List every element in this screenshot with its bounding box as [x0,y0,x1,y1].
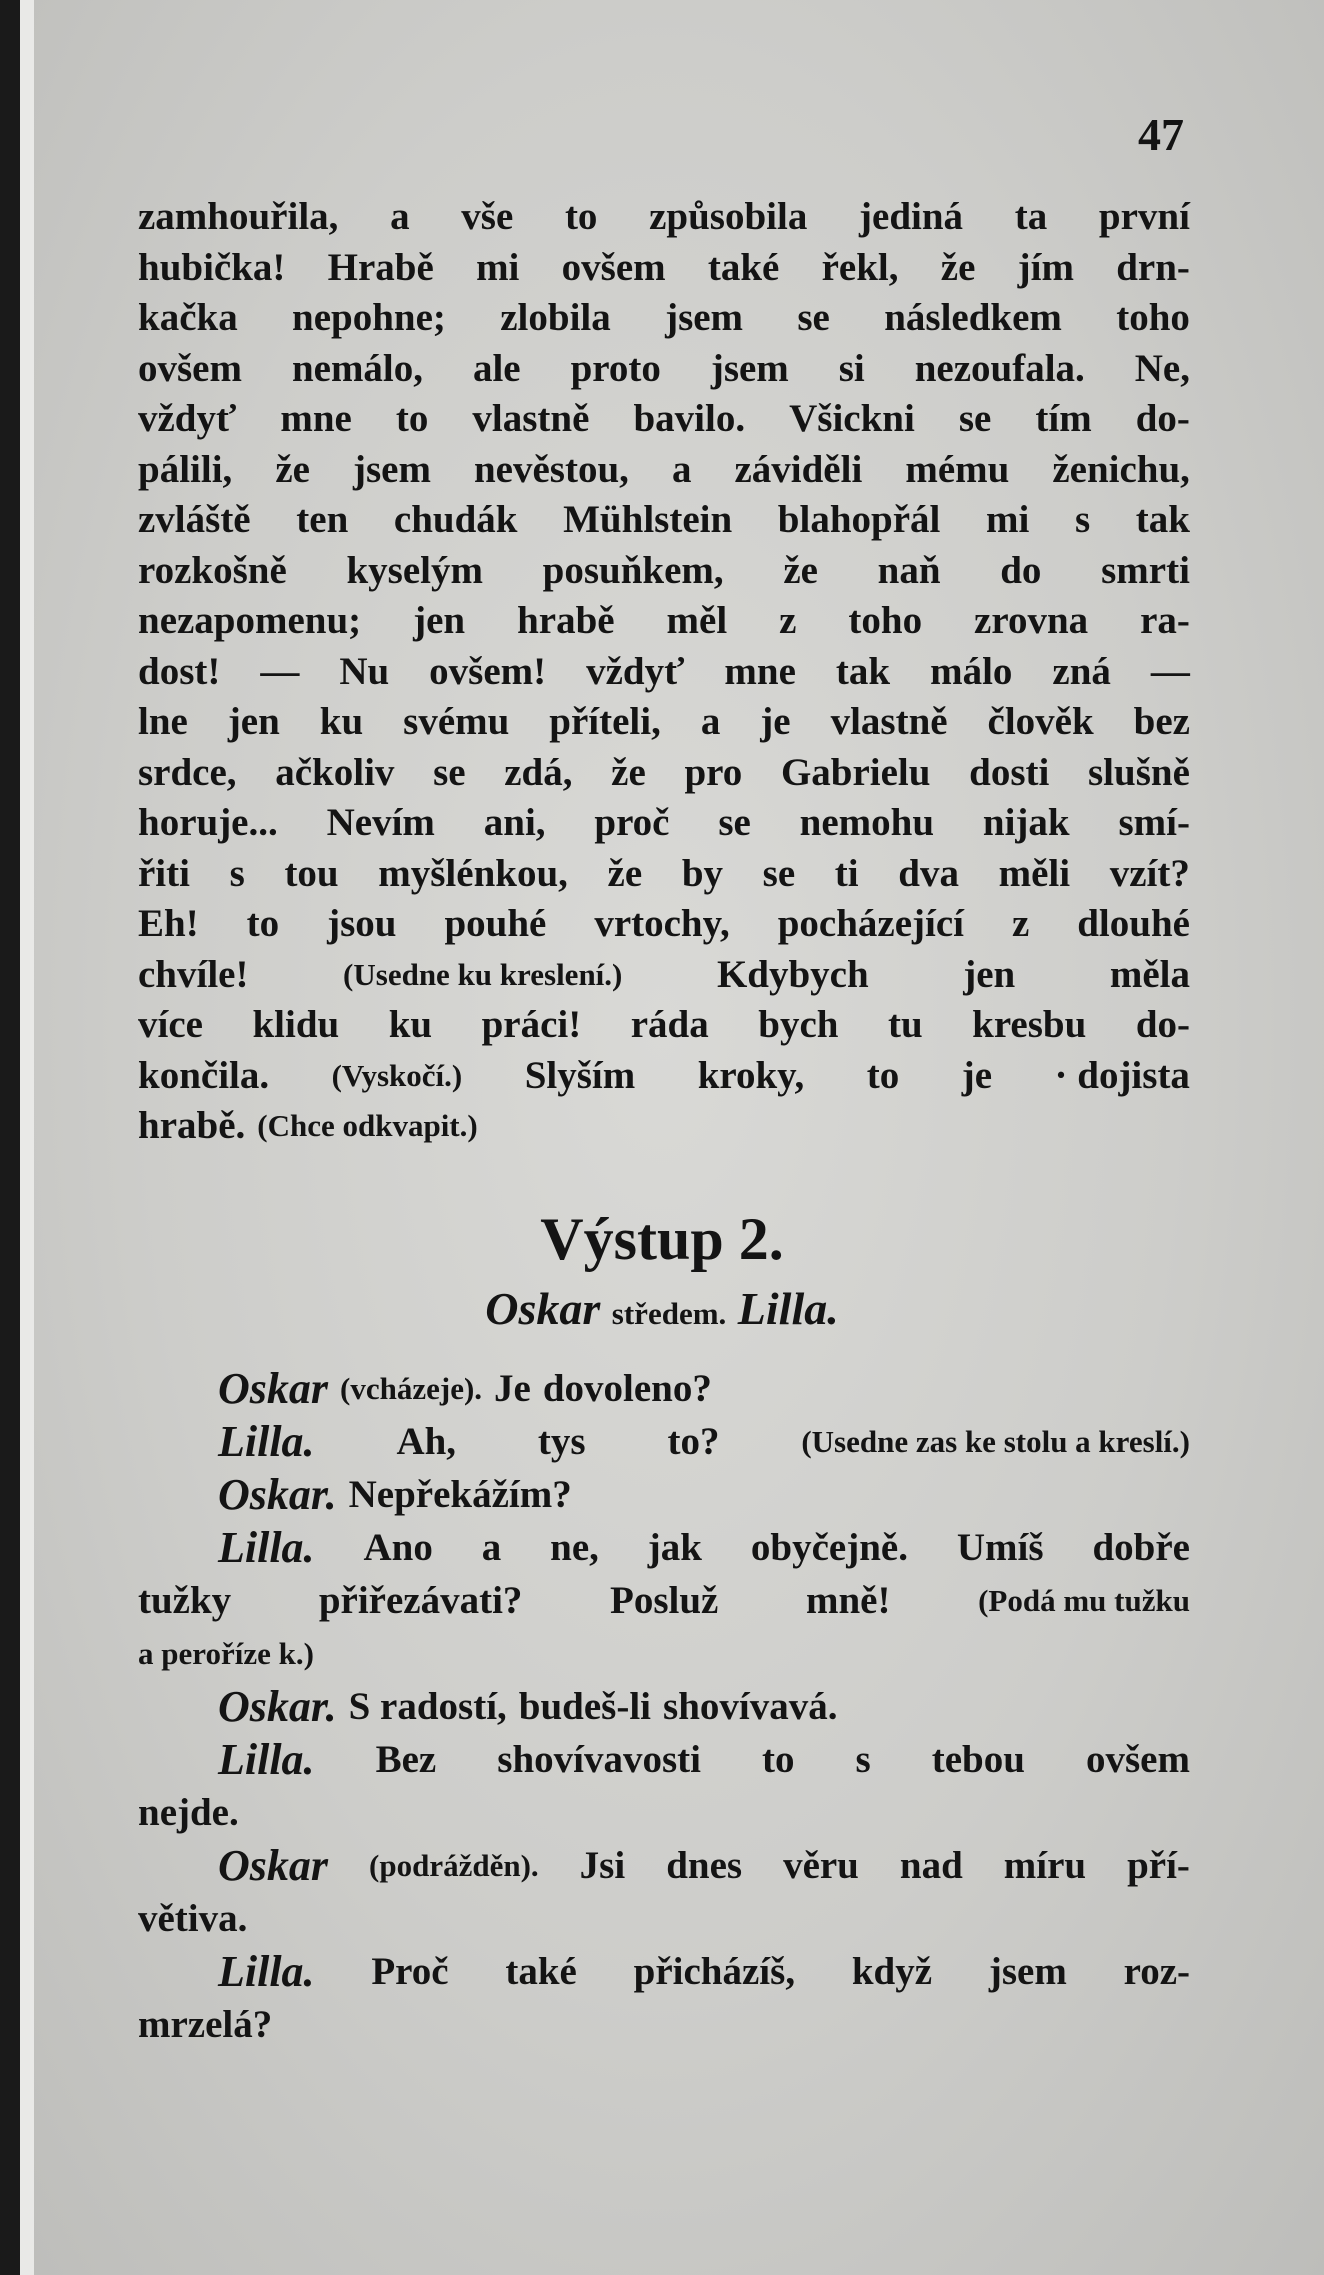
text-line [138,899,1190,950]
word: nemohu [799,801,935,844]
dialogue-line [138,1362,1190,1415]
word: že [275,447,310,491]
word: dobře [1092,1526,1190,1569]
word: mně! [806,1579,891,1622]
word: bavilo. [633,397,746,440]
word: nejde. [138,1791,239,1834]
word: nezoufala. [914,346,1085,390]
word: dovoleno? [542,1367,712,1410]
word: také [707,245,780,289]
text-line [138,748,1190,799]
text-line [138,849,1190,900]
word: ku [319,700,364,743]
word: vrtochy, [594,902,730,945]
stage-direction: (vcházeje). [340,1371,483,1406]
word: roz- [1123,1950,1190,1993]
dialogue-line [138,1627,1190,1680]
word: blahopřál [777,498,941,541]
word: dlouhé [1077,902,1190,945]
word: příteli, [549,700,661,743]
text-line [138,445,1190,496]
word: ra- [1140,599,1190,642]
word: dnes [666,1844,743,1887]
speaker-name: Oskar [218,1841,329,1890]
word: vše [461,195,514,238]
stage-direction: (podrážděn). [369,1848,539,1883]
word: · dojista [1054,1053,1190,1097]
word: mi [986,498,1030,541]
word: Mühlstein [563,498,733,541]
word: vždyť [138,397,237,440]
word: Eh! [138,902,199,945]
word: větiva. [138,1897,248,1940]
cast-stage-direction: středem. [611,1296,727,1331]
text-line [138,1101,1190,1152]
word: ovšem [1085,1738,1190,1781]
dialogue-line [138,1733,1190,1786]
dialogue-line [138,1998,1190,2051]
word: tak [835,649,891,693]
word: se [958,397,992,440]
dialogue-line [138,1680,1190,1733]
word: pří- [1127,1844,1190,1887]
text-line [138,950,1190,1001]
text-line [138,697,1190,748]
word: jsem [665,296,744,339]
word: toho [1116,296,1190,339]
word: jsem [352,447,431,491]
stage-direction: (Chce odkvapit.) [257,1108,478,1143]
word: hrabě [517,599,615,642]
word: s [855,1738,871,1781]
cast-oskar: Oskar [485,1283,601,1334]
word: zrovna [974,599,1089,642]
word: a [390,195,410,238]
text-line [138,647,1190,698]
word: — [1150,649,1190,693]
word: mne [280,397,352,440]
page-gutter [20,0,34,2275]
word: jen [227,700,280,743]
word: si [838,346,865,390]
word: jsou [327,902,397,945]
word: zvláště [138,498,251,541]
word: Nepřekážím? [348,1473,572,1516]
word: jím [1017,245,1074,289]
word: slušně [1088,750,1190,794]
word: jsem [988,1950,1067,1993]
speaker-name: Oskar. [218,1682,337,1731]
word: do- [1135,397,1190,440]
word: se [762,851,796,895]
word: s [1074,498,1091,541]
word: také [505,1950,577,1993]
word: pro [684,750,743,794]
word: řekl, [821,245,899,289]
dialogue-line [138,1521,1190,1574]
word: myšlénkou, [378,851,568,895]
text-line [138,192,1190,243]
word: chvíle! [138,952,249,996]
word: Proč [371,1950,449,1993]
word: do [1000,548,1042,592]
word: tebou [931,1738,1025,1781]
word: že [940,245,976,289]
word: vždyť [586,649,685,693]
word: dost! [138,649,221,693]
text-line [138,495,1190,546]
word: měli [998,851,1071,895]
word: že [607,851,643,895]
speaker-name: Oskar. [218,1470,337,1519]
dialogue-line [138,1574,1190,1627]
word: dva [898,851,959,895]
word: jen [963,952,1016,996]
word: mému [905,447,1010,491]
word: z [1011,902,1030,945]
word: když [851,1950,933,1993]
word: srdce, [138,750,237,794]
word: měl [666,599,728,642]
word: — [260,649,300,693]
word: tou [284,851,339,895]
word: málo [930,649,1013,693]
word: nemálo, [291,346,424,390]
word: to [762,1738,795,1781]
word: nezapomenu; [138,599,362,642]
word: že [783,548,818,592]
word: proto [570,346,661,390]
word: a [700,700,721,743]
text-line [138,243,1190,294]
word: tu [887,1003,923,1046]
word: to [564,195,598,238]
word: vlastně [472,397,590,440]
word: pouhé [444,902,547,945]
word: zná [1052,649,1111,693]
dialogue-line [138,1892,1190,1945]
text-line [138,546,1190,597]
word: Ne, [1134,346,1190,390]
word: kroky, [697,1053,805,1097]
word: dosti [969,750,1050,794]
word: hubička! [138,245,286,289]
word: Slyším [524,1053,636,1097]
monologue-paragraph [138,192,1190,1152]
scene-cast [0,1282,1324,1335]
word: nad [899,1844,963,1887]
word: Ano [363,1526,433,1569]
word: míru [1003,1844,1087,1887]
word: Nu [339,649,390,693]
word: a [481,1526,502,1569]
word: více [138,1003,203,1046]
text-line [138,394,1190,445]
word: smí- [1118,801,1190,844]
word: to [395,397,429,440]
stage-direction: (Vyskočí.) [331,1057,463,1093]
word: řiti [138,851,190,895]
word: přiřezávati? [318,1579,523,1622]
word: kyselým [346,548,483,592]
word: kresbu [972,1003,1087,1046]
stage-direction: (Usedne zas ke stolu a kreslí.) [801,1424,1190,1459]
word: klidu [252,1003,340,1046]
word: ovšem [561,245,666,289]
dialogue-line [138,1945,1190,1998]
word: záviděli [734,447,863,491]
word: ovšem [138,346,242,390]
word: nevěstou, [473,447,629,491]
word: shovívavá. [663,1685,838,1728]
word: mrzelá? [138,2003,273,2046]
word: tužky [138,1579,232,1622]
word: ta [1014,195,1048,238]
word: jak [647,1526,702,1569]
word: naň [877,548,941,592]
word: ačkoliv [275,750,395,794]
word: s [229,851,245,895]
speaker-name: Lilla. [218,1523,315,1572]
dialogue-line [138,1839,1190,1892]
text-line [138,596,1190,647]
word: nepohne; [292,296,446,339]
word: lne [138,700,188,743]
word: vlastně [830,700,948,743]
speaker-name: Lilla. [218,1417,315,1466]
word: bych [758,1003,839,1046]
word: zamhouřila, [138,195,339,238]
word: bez [1133,700,1190,743]
word: je [760,700,791,743]
speaker-name: Lilla. [218,1735,315,1784]
text-line [138,1000,1190,1051]
dialogue-line [138,1415,1190,1468]
page-number: 47 [1138,109,1184,160]
word: Ah, [396,1420,457,1463]
word: Je [494,1367,531,1410]
word: chudák [393,498,518,541]
word: obyčejně. [750,1526,908,1569]
word: končila. [138,1053,270,1097]
word: by [681,851,724,895]
word: kačka [138,296,238,339]
word: ovšem! [429,649,547,693]
word: ale [472,346,521,390]
word: tys [537,1420,586,1463]
word: Posluž [610,1579,719,1622]
word: Hrabě [327,245,434,289]
word: tím [1035,397,1092,440]
stage-direction: a peroříze k.) [138,1636,314,1671]
word: je [961,1053,993,1097]
word: Umíš [956,1526,1044,1569]
word: jediná [859,195,964,238]
word: pocházející [777,902,964,945]
word: ten [296,498,349,541]
word: a [671,447,692,491]
word: do- [1135,1003,1190,1046]
word: posuňkem, [542,548,724,592]
word: ženichu, [1052,447,1190,491]
word: věru [783,1844,859,1887]
word: S radostí, [348,1685,507,1728]
word: ne, [550,1526,599,1569]
speaker-name: Lilla. [218,1947,315,1996]
word: jsem [710,346,789,390]
word: pálili, [138,447,233,491]
word: se [718,801,751,844]
word: následkem [884,296,1062,339]
word: shovívavosti [497,1738,701,1781]
word: způsobila [649,195,808,238]
word: Nevím [326,801,435,844]
word: Kdybych [716,952,869,996]
word: nijak [982,801,1070,844]
word: první [1098,195,1190,238]
dialogue [138,1362,1190,2051]
word: Gabrielu [780,750,931,794]
word: zlobila [500,296,611,339]
word: rozkošně [138,548,287,592]
word: drn- [1116,245,1190,289]
word: budeš-li [518,1685,652,1728]
word: přicházíš, [633,1950,796,1993]
word: mne [724,649,796,693]
word: smrti [1101,548,1190,592]
word: se [433,750,466,794]
word: toho [848,599,923,642]
word: z [779,599,797,642]
dialogue-line [138,1468,1190,1521]
word: jen [413,599,466,642]
text-line [138,1051,1190,1102]
text-line [138,798,1190,849]
scene-heading: Výstup 2. [540,1206,784,1272]
word: Jsi [579,1844,626,1887]
stage-direction: (Usedne ku kreslení.) [343,956,623,992]
word: Bez [375,1738,437,1781]
word: člověk [987,700,1094,743]
word: se [797,296,830,339]
binding-shadow [0,0,20,2275]
word: tak [1135,498,1190,541]
speaker-name: Oskar [218,1364,329,1413]
word: horuje... [138,801,278,844]
word: proč [594,801,670,844]
word: svému [403,700,510,743]
word: to [866,1053,900,1097]
cast-lilla: Lilla. [737,1283,839,1334]
word: to [246,902,280,945]
word: Všickni [789,397,915,440]
word: ti [834,851,859,895]
word: vzít? [1109,851,1190,895]
text-line [138,344,1190,395]
word: že [611,750,646,794]
word: hrabě. [138,1104,246,1147]
word: to? [667,1420,720,1463]
stage-direction: (Podá mu tužku [978,1583,1190,1618]
word: ku [388,1003,433,1046]
text-line [138,293,1190,344]
word: ani, [483,801,546,844]
word: zdá, [504,750,573,794]
dialogue-line [138,1786,1190,1839]
word: práci! [481,1003,582,1046]
word: mi [476,245,520,289]
word: měla [1109,952,1190,996]
word: ráda [630,1003,709,1046]
